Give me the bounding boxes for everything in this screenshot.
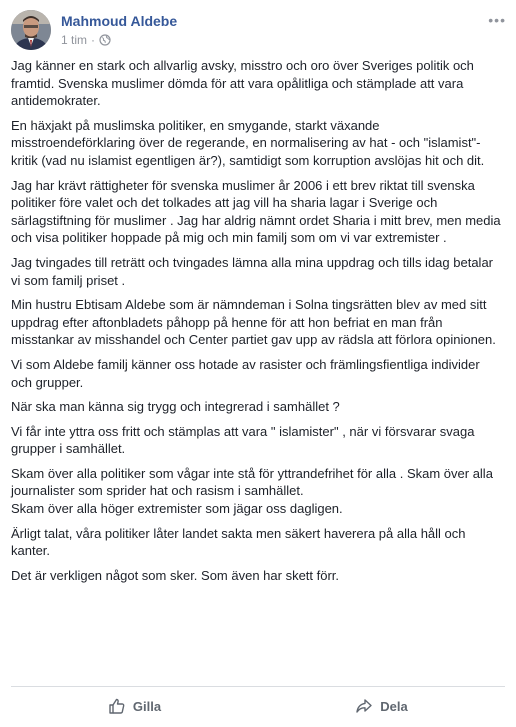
- post-paragraph: Vi som Aldebe familj känner oss hotade av rasister och främlingsfientliga individer och grupper.: [11, 356, 480, 390]
- post-paragraph: Vi får inte yttra oss fritt och stämplas att vara " islamister" , när vi försvarar svaga grupper i samhället.: [11, 423, 475, 457]
- post-timestamp[interactable]: 1 tim: [61, 33, 88, 47]
- post-paragraph: När ska man känna sig trygg och integrerad i samhället ?: [11, 399, 340, 415]
- share-button[interactable]: [258, 687, 505, 725]
- post-paragraph: Jag känner en stark och allvarlig avsky, misstro och oro över Sveriges politik och framtid. Svenska muslimer dömda för att vara opålitliga och stämplade att vara antidemokrater.: [11, 58, 474, 109]
- like-button[interactable]: [11, 687, 258, 725]
- author-name[interactable]: Mahmoud Aldebe: [61, 13, 178, 29]
- avatar[interactable]: [11, 10, 51, 50]
- more-options-icon[interactable]: •••: [488, 12, 506, 28]
- post-paragraph: Skam över alla politiker som vågar inte stå för yttrandefrihet för alla . Skam över alla journalister som sprider hat och rasism i samhället. Skam över alla höger extremister som jägar oss dagligen.: [11, 465, 493, 517]
- post-paragraph: Min hustru Ebtisam Aldebe som är nämndeman i Solna tingsrätten blev av med sitt uppdrag efter aftonbladets påhopp på henne för att hon befriat en man från misstankar av misshandel och Center partiet gav upp av rädsla att förlora opinionen.: [11, 297, 496, 348]
- post-paragraph: Det är verkligen något som sker. Som även har skett förr.: [11, 567, 340, 583]
- thumbs-up-icon: [108, 697, 126, 715]
- post-paragraph: En häxjakt på muslimska politiker, en smygande, starkt växande misstroendeförklaring över de regerande, en normalisering av hat - och "islamist"-kritik (vad nu islamist egentligen är?), samtidigt som korruption avslöjas hit och dit.: [11, 117, 485, 168]
- post-header: [11, 10, 506, 54]
- share-label: Dela: [380, 698, 408, 714]
- globe-icon[interactable]: [99, 34, 111, 46]
- avatar-image: [11, 10, 51, 50]
- like-label: Gilla: [132, 698, 162, 714]
- post-paragraph: Jag tvingades till reträtt och tvingades lämna alla mina uppdrag och tills idag betalar vi som familj priset .: [11, 254, 493, 288]
- post-actions: [11, 687, 505, 725]
- post-content: [11, 57, 504, 591]
- post-paragraph: Ärligt talat, våra politiker låter landet sakta men säkert haverera på alla håll och kanter.: [11, 525, 466, 559]
- meta-separator: ·: [91, 33, 96, 47]
- post-paragraph: Jag har krävt rättigheter för svenska muslimer år 2006 i ett brev riktat till svenska politiker före valet och det tolkades att jag vill ha sharia lagar i Sverige och särlagstiftning för muslimer . Jag har aldrig nämnt ordet Sharia i mitt brev, men media och visa politiker hoppade på mig och min familj som om vi var extremister .: [11, 177, 501, 246]
- share-arrow-icon: [355, 697, 373, 715]
- post-meta: [61, 33, 111, 47]
